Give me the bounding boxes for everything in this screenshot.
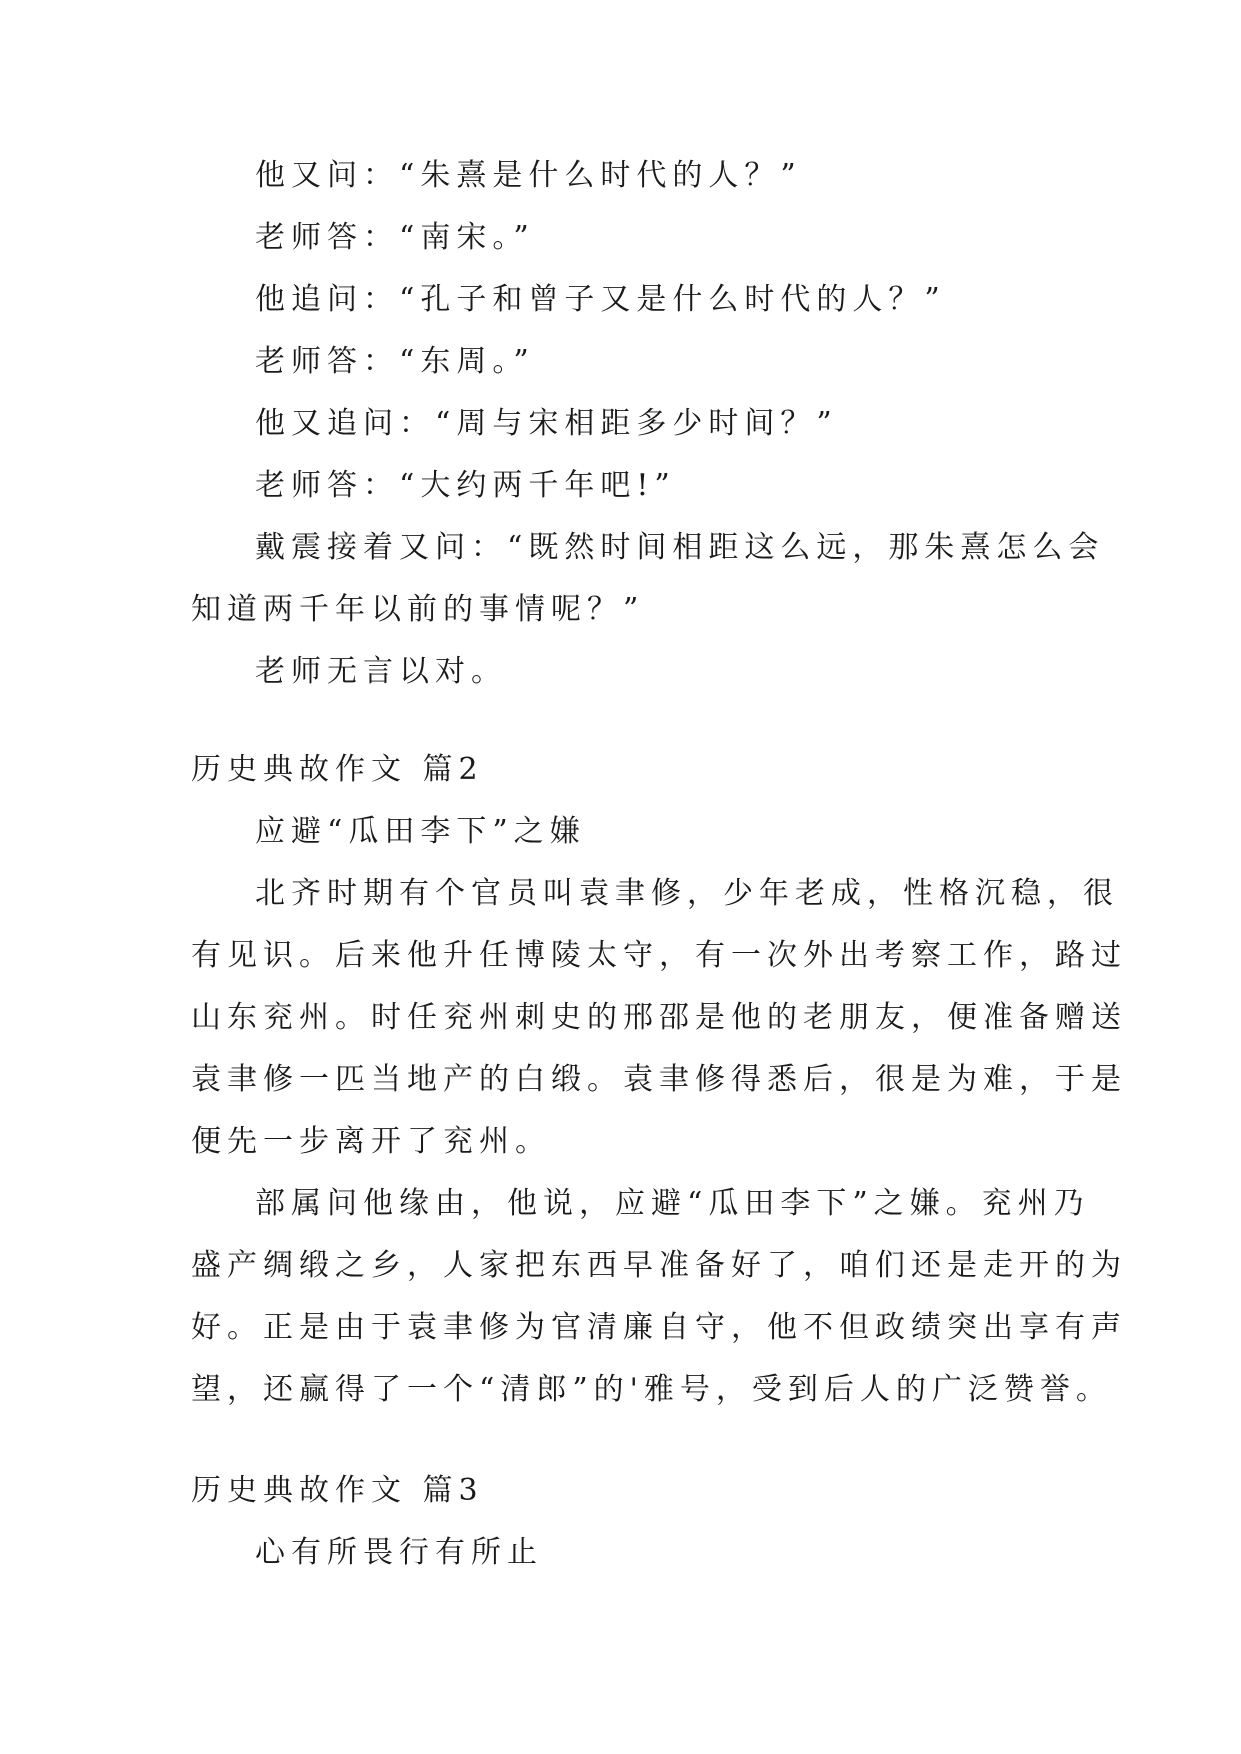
paragraph-line: 知道两千年以前的事情呢？” (191, 592, 645, 627)
closing-line: 老师无言以对。 (255, 654, 507, 689)
subtitle: 心有所畏行有所止 (255, 1535, 543, 1570)
dialogue-line: 他又追问：“周与宋相距多少时间？” (255, 406, 838, 441)
paragraph-line: 有见识。后来他升任博陵太守，有一次外出考察工作，路过 (191, 938, 1127, 973)
dialogue-line: 老师答：“南宋。” (255, 220, 535, 255)
paragraph-line: 北齐时期有个官员叫袁聿修，少年老成，性格沉稳，很 (255, 876, 1119, 911)
section-2-body (191, 801, 1127, 1421)
paragraph-line: 望，还赢得了一个“清郎”的'雅号，受到后人的广泛赞誉。 (191, 1372, 1112, 1407)
dialogue-line: 老师答：“大约两千年吧!” (255, 468, 676, 503)
paragraph-line: 戴震接着又问：“既然时间相距这么远，那朱熹怎么会 (255, 530, 1105, 565)
subtitle: 应避“瓜田李下”之嫌 (255, 814, 586, 849)
paragraph-line: 盛产绸缎之乡，人家把东西早准备好了，咱们还是走开的为 (191, 1248, 1127, 1283)
paragraph-line: 便先一步离开了兖州。 (191, 1124, 551, 1159)
section-3-body (191, 1522, 1061, 1584)
paragraph-line: 袁聿修一匹当地产的白缎。袁聿修得悉后，很是为难，于是 (191, 1062, 1127, 1097)
dialogue-block (191, 145, 1105, 703)
dialogue-line: 他追问：“孔子和曾子又是什么时代的人？” (255, 282, 946, 317)
dialogue-line: 老师答：“东周。” (255, 344, 535, 379)
paragraph-line: 好。正是由于袁聿修为官清廉自守，他不但政绩突出享有声 (191, 1310, 1127, 1345)
section-heading-2: 历史典故作文 篇2 (191, 752, 484, 787)
dialogue-line: 他又问：“朱熹是什么时代的人？” (255, 158, 802, 193)
paragraph-line: 部属问他缘由，他说，应避“瓜田李下”之嫌。兖州乃 (255, 1186, 1090, 1221)
paragraph-line: 山东兖州。时任兖州刺史的邢邵是他的老朋友，便准备赠送 (191, 1000, 1127, 1035)
section-heading-3: 历史典故作文 篇3 (191, 1473, 484, 1508)
